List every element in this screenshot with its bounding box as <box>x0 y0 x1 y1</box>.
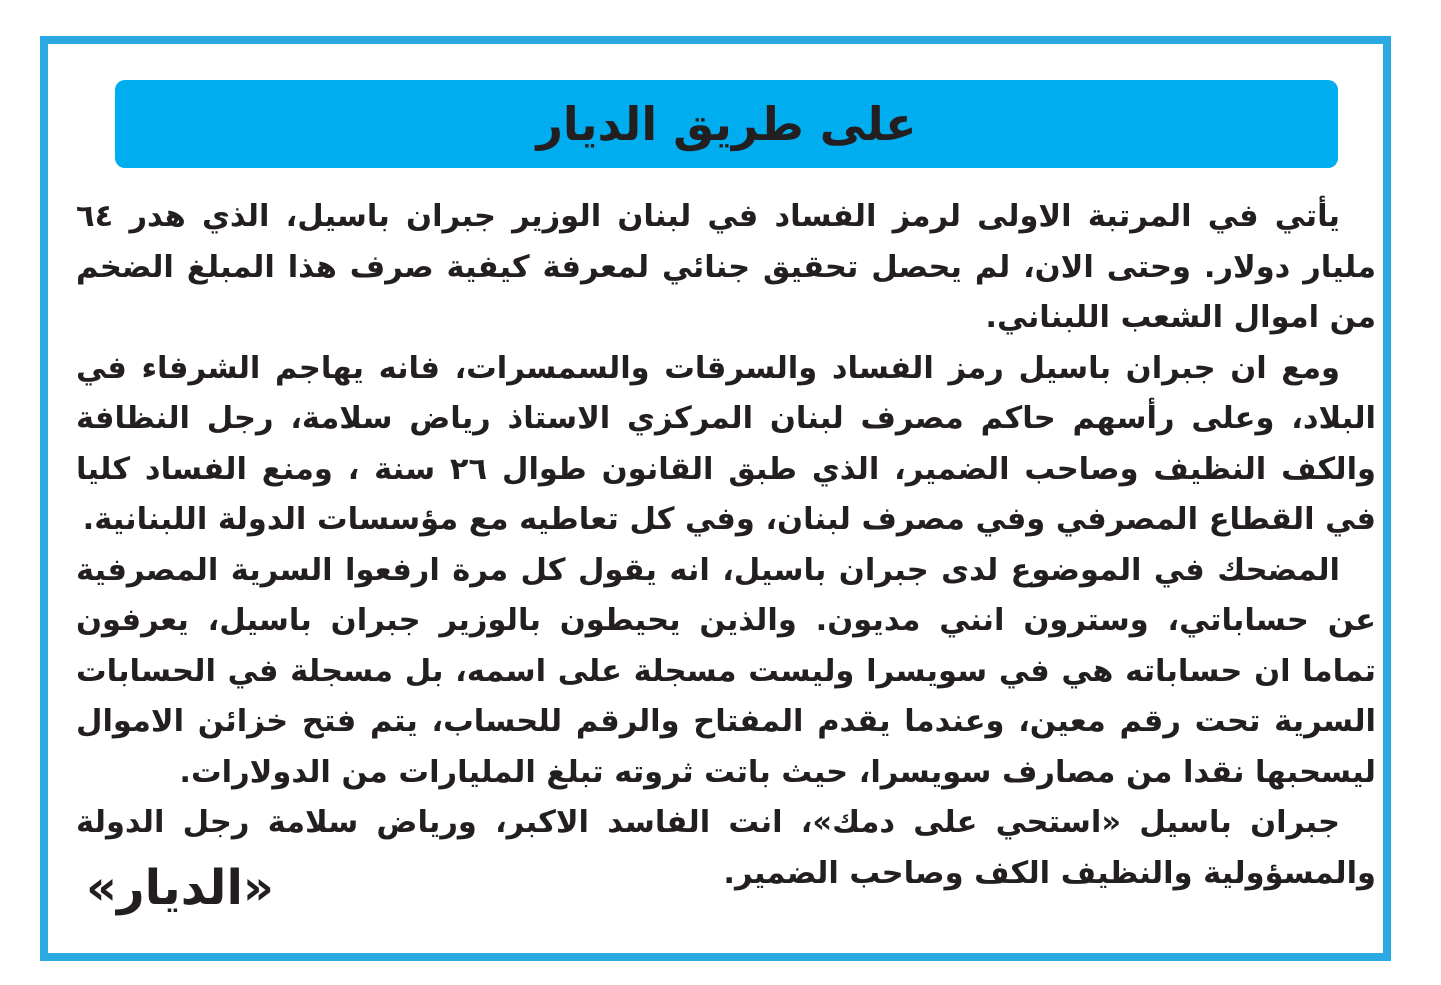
paragraph-4: جبران باسيل «استحي على دمك»، انت الفاسد الاكبر، ورياض سلامة رجل الدولة والمسؤولية والنظيف الكف وصاحب الضمير. <box>76 805 1376 891</box>
title-banner <box>115 80 1338 168</box>
paragraph-2: ومع ان جبران باسيل رمز الفساد والسرقات والسمسرات، فانه يهاجم الشرفاء في البلاد، وعلى رأسهم حاكم مصرف لبنان المركزي الاستاذ رياض سلامة، رجل النظافة والكف النظيف وصاحب الضمير، الذي طبق القانون طوال ٢٦ سنة ، ومنع الفساد كليا في القطاع المصرفي وفي مصرف لبنان، وفي كل تعاطيه مع مؤسسات الدولة اللبنانية. <box>76 350 1376 537</box>
article-frame <box>40 36 1391 961</box>
paragraph-1: يأتي في المرتبة الاولى لرمز الفساد في لبنان الوزير جبران باسيل، الذي هدر ٦٤ مليار دولار. وحتى الان، لم يحصل تحقيق جنائي لمعرفة كيفية صرف هذا المبلغ الضخم من اموال الشعب اللبناني. <box>76 199 1376 335</box>
article-body <box>76 192 1376 899</box>
signature: «الديار» <box>86 860 274 916</box>
paragraph-3: المضحك في الموضوع لدى جبران باسيل، انه يقول كل مرة ارفعوا السرية المصرفية عن حساباتي، وسترون انني مديون. والذين يحيطون بالوزير جبران باسيل، يعرفون تماما ان حساباته هي في سويسرا وليست مسجلة على اسمه، بل مسجلة في الحسابات السرية تحت رقم معين، وعندما يقدم المفتاح والرقم للحساب، يتم فتح خزائن الاموال ليسحبها نقدا من مصارف سويسرا، حيث باتت ثروته تبلغ المليارات من الدولارات. <box>76 552 1376 790</box>
page-title: على طريق الديار <box>536 97 917 151</box>
